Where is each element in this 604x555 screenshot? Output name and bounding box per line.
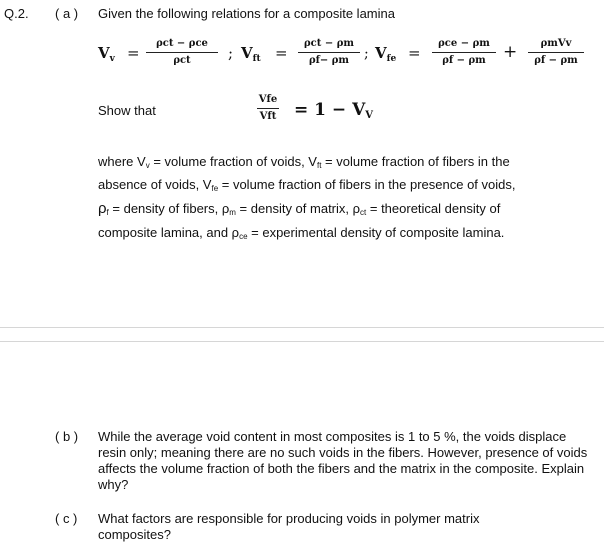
eq1-equals: = [127,44,140,62]
eq3-fraction-bar-1 [432,52,496,53]
eq3-plus: + [503,42,518,62]
eq-separator-2: ; [364,46,369,62]
definition-line-3: ρf = density of fibers, ρm = density of matrix, ρct = theoretical density of [98,200,501,217]
eq3-denominator-2: ρf − ρm [534,55,578,66]
show-that-label: Show that [98,103,156,118]
result-fraction [257,94,279,123]
part-c-text: What factors are responsible for producing voids in polymer matrix composites? [98,511,480,542]
part-b-text: While the average void content in most composites is 1 to 5 %, the voids displace resin only; meaning there are no such voids in the fibers. However, presence of voids affects the volume fraction of both the fibers and the matrix in the composite. Explain why? [98,429,588,492]
eq3-equals: = [408,44,421,62]
eq2-denominator: ρf− ρm [308,55,350,66]
result-numerator: Vfe [258,94,278,105]
eq3-fraction-bar-2 [528,52,584,53]
result-fraction-bar [257,108,279,109]
section-divider-top [0,327,604,328]
eq1-lhs: $V_v$ [98,44,115,64]
definition-line-4: composite lamina, and ρce = experimental density of composite lamina. [98,225,505,241]
part-a-label: ( a ) [55,6,79,21]
part-b-label: ( b ) [55,429,79,444]
eq-separator-1: ; [228,44,234,62]
definition-line-2: absence of voids, Vfe = volume fraction of fibers in the presence of voids, [98,177,516,193]
eq3-denominator-1: ρf − ρm [442,55,486,66]
result-denominator: Vft [259,111,277,122]
eq2-fraction-bar [298,52,360,53]
eq3-numerator-1: ρce − ρm [438,38,490,49]
definition-line-1: where Vv = volume fraction of voids, Vft = volume fraction of fibers in the [98,154,510,170]
part-a-intro: Given the following relations for a composite lamina [98,6,395,21]
eq1-fraction [146,38,218,67]
eq3-lhs: $V_{fe}$ [375,44,397,64]
eq2-lhs: $V_{ft}$ [241,44,261,64]
eq3-fraction-2 [528,38,584,67]
eq1-fraction-bar [146,52,218,53]
result-rhs: = $1 - V_V$ [294,100,374,121]
eq2-equals: = [275,44,288,62]
eq1-numerator: ρct − ρce [156,38,208,49]
eq2-fraction [298,38,360,67]
eq1-denominator: ρct [173,55,191,66]
eq3-numerator-2: ρmVv [540,38,572,49]
eq3-fraction-1 [432,38,496,67]
part-c-label: ( c ) [55,511,78,526]
eq2-numerator: ρct − ρm [304,38,354,49]
section-divider-bottom [0,341,604,342]
question-number: Q.2. [4,6,29,21]
